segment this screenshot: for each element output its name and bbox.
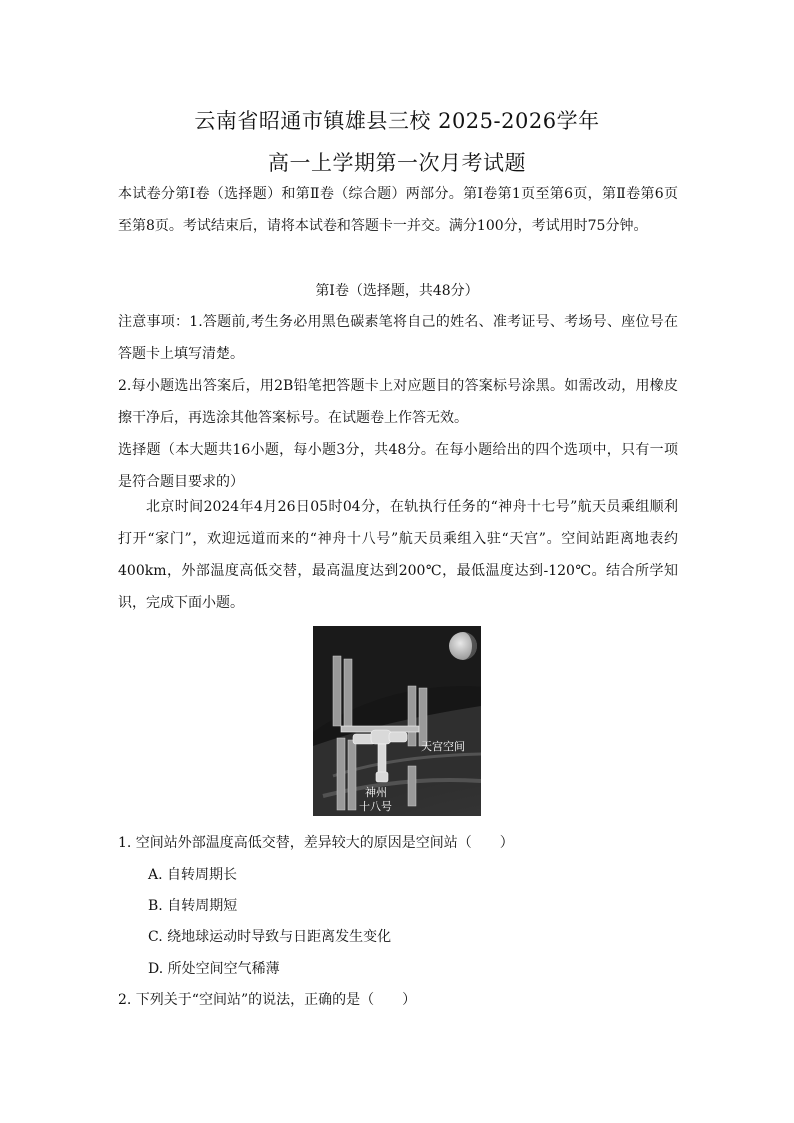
q1-option-a: A. 自转周期长 <box>148 867 238 883</box>
exam-title-line2: 高一上学期第一次月考试题 <box>268 151 526 175</box>
exam-intro: 本试卷分第Ⅰ卷（选择题）和第Ⅱ卷（综合题）两部分。第Ⅰ卷第1页至第6页，第Ⅱ卷第6页至第8页。考试结束后，请将本试卷和答题卡一并交。满分100分，考试用时75分钟。 <box>118 186 678 234</box>
space-station-photo <box>313 626 481 816</box>
note-2: 2.每小题选出答案后，用2B铅笔把答题卡上对应题目的答案标号涂黑。如需改动，用橡皮擦干净后，再选涂其他答案标号。在试题卷上作答无效。 <box>118 378 678 426</box>
q1-option-b: B. 自转周期短 <box>148 898 238 914</box>
station-label: 天宫空间 <box>421 740 465 753</box>
question-1: 1. 空间站外部温度高低交替，差异较大的原因是空间站（ ） <box>118 835 514 851</box>
q1-option-c: C. 绕地球运动时导致与日距离发生变化 <box>148 929 392 945</box>
ship-label-line2: 十八号 <box>359 800 392 813</box>
section1-heading: 第Ⅰ卷（选择题，共48分） <box>315 283 479 299</box>
question-2: 2. 下列关于“空间站”的说法，正确的是（ ） <box>118 992 417 1008</box>
ship-label-line1: 神州 <box>365 786 387 799</box>
q1-option-d: D. 所处空间空气稀薄 <box>148 961 280 977</box>
reading-passage: 北京时间2024年4月26日05时04分，在轨执行任务的“神舟十七号”航天员乘组顺利打开“家门”，欢迎远道而来的“神舟十八号”航天员乘组入驻“天宫”。空间站距离地表约400km，外部温度高低交替，最高温度达到200℃，最低温度达到-120℃。结合所学知识，完成下面小题。 <box>118 499 678 611</box>
exam-title-line1: 云南省昭通市镇雄县三校 2025-2026学年 <box>194 109 600 133</box>
choice-instructions: 选择题（本大题共16小题，每小题3分，共48分。在每小题给出的四个选项中，只有一项是符合题目要求的） <box>118 442 678 490</box>
note-1: 注意事项：1.答题前,考生务必用黑色碳素笔将自己的姓名、准考证号、考场号、座位号在答题卡上填写清楚。 <box>118 314 678 362</box>
